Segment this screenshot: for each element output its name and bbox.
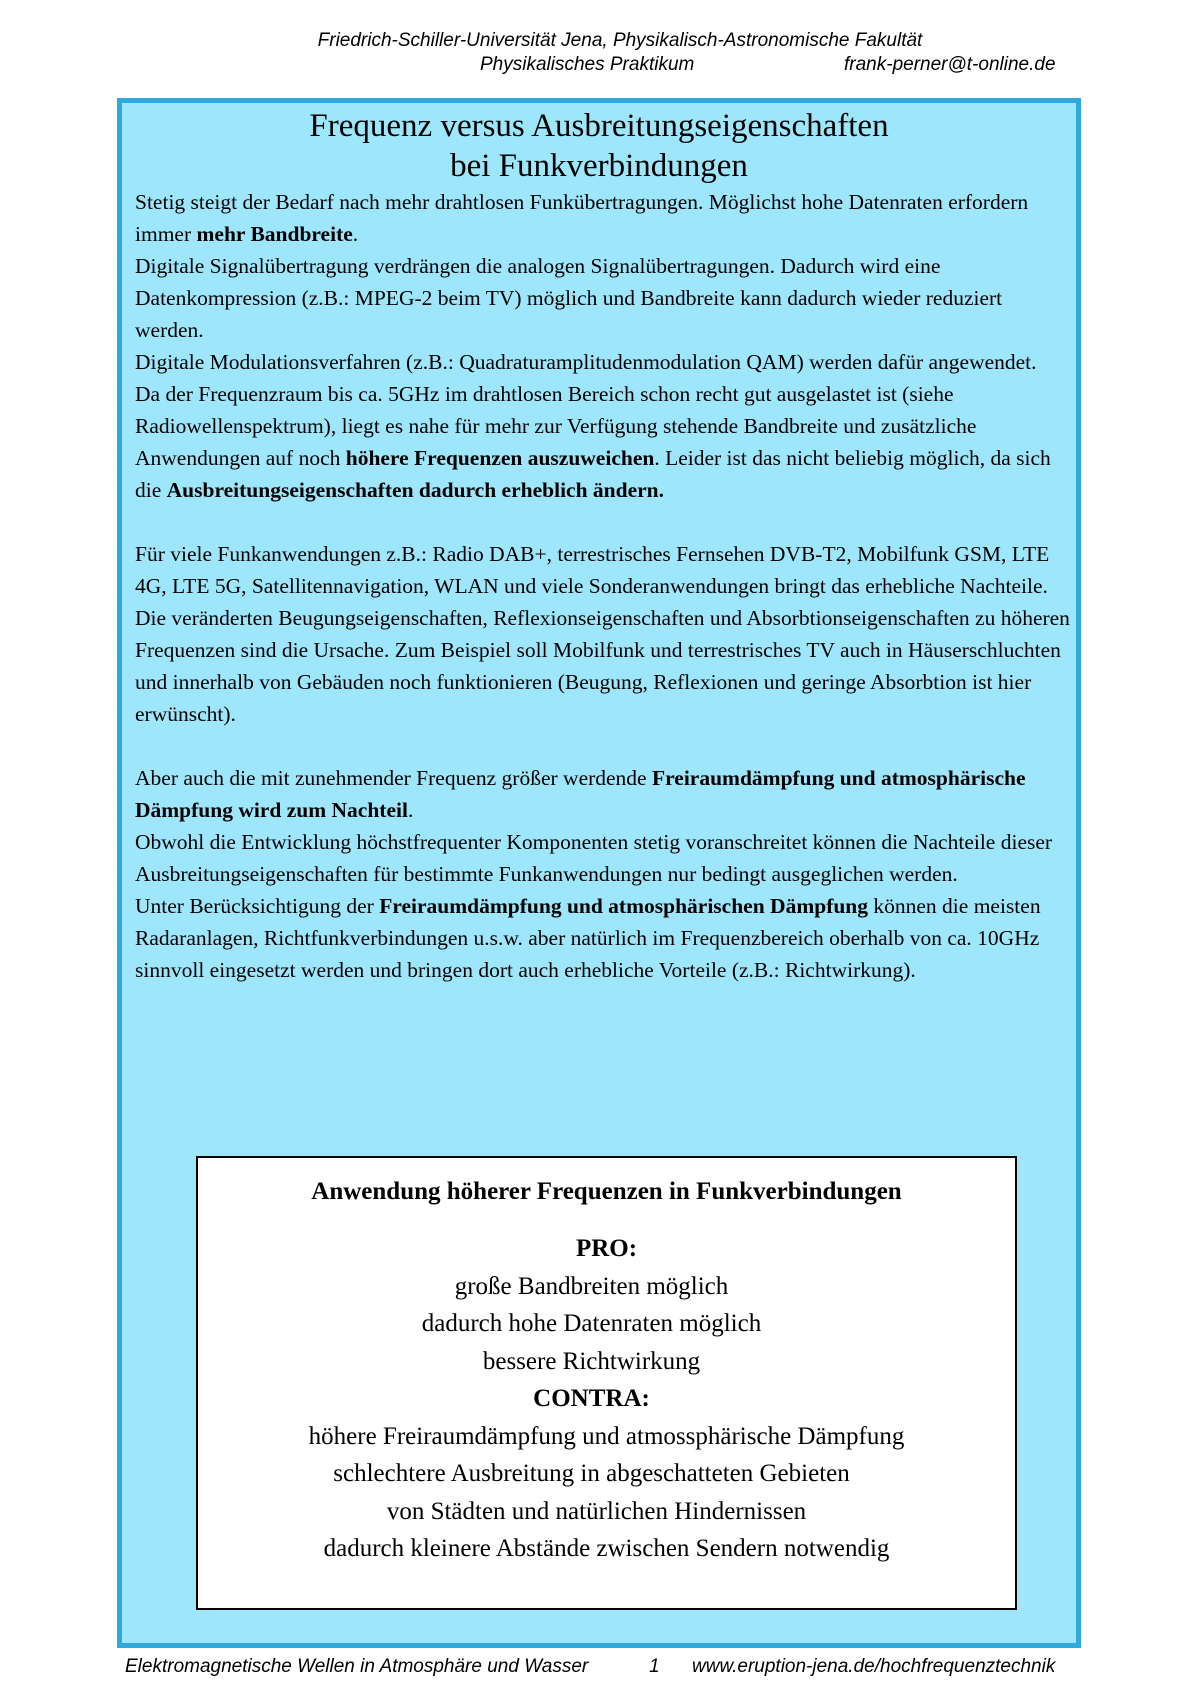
emphasis-propagation: Ausbreitungseigenschaften dadurch erheblich ändern. bbox=[166, 478, 665, 502]
header-department: Physikalisches Praktikum bbox=[480, 54, 695, 75]
paragraph-3: Digitale Modulationsverfahren (z.B.: Quadraturamplitudenmodulation QAM) werden dafür angewendet. bbox=[135, 350, 1037, 374]
paragraph-5: Für viele Funkanwendungen z.B.: Radio DAB+, terrestrisches Fernsehen DVB-T2, Mobilfunk GSM, LTE 4G, LTE 5G, Satellitennavigation, WLAN und viele Sonderanwendungen bringt das erhebliche Nachteile. bbox=[135, 542, 1050, 598]
contra-item: höhere Freiraumdämpfung und atmossphärische Dämpfung bbox=[308, 1422, 905, 1450]
contra-item: dadurch kleinere Abstände zwischen Sendern notwendig bbox=[323, 1535, 890, 1562]
summary-box-title: Anwendung höherer Frequenzen in Funkverbindungen bbox=[311, 1178, 902, 1205]
summary-box-lines bbox=[198, 1230, 1015, 1568]
page-title-line1: Frequenz versus Ausbreitungseigenschaften bbox=[309, 108, 889, 144]
pro-item: große Bandbreiten möglich bbox=[454, 1272, 729, 1300]
pro-heading: PRO: bbox=[575, 1235, 638, 1262]
page-title-line2: bei Funkverbindungen bbox=[450, 148, 748, 184]
emphasis-bandwidth: mehr Bandbreite bbox=[196, 222, 353, 246]
pro-item: bessere Richtwirkung bbox=[482, 1347, 701, 1375]
pro-item: dadurch hohe Datenraten möglich bbox=[421, 1310, 762, 1337]
paragraph-9: Unter Berücksichtigung der Freiraumdämpfung und atmosphärischen Dämpfung können die meisten Radaranlagen, Richtfunkverbindungen u.s.w. aber natürlich im Frequenzbereich oberhalb von ca. 10GHz sinnvoll eingesetzt werden und bringen dort auch erhebliche Vorteile (z.B.: Richtwirkung). bbox=[135, 894, 1041, 982]
emphasis-higher-frequencies: höhere Frequenzen auszuweichen bbox=[345, 446, 655, 470]
paragraph-6: Die veränderten Beugungseigenschaften, Reflexionseigenschaften und Absorbtionseigenschaften zu höheren Frequenzen sind die Ursache. Zum Beispiel soll Mobilfunk und terrestrisches TV auch in Häuserschluchten und innerhalb von Gebäuden noch funktionieren (Beugung, Reflexionen und geringe Absorbtion ist hier erwünscht). bbox=[135, 606, 1070, 726]
header-email: frank-perner@t-online.de bbox=[844, 54, 1056, 75]
footer-page-number: 1 bbox=[649, 1656, 660, 1677]
footer-document-title: Elektromagnetische Wellen in Atmosphäre und Wasser bbox=[125, 1656, 589, 1677]
paragraph-2: Digitale Signalübertragung verdrängen die analogen Signalübertragungen. Dadurch wird eine Datenkompression (z.B.: MPEG-2 beim TV) möglich und Bandbreite kann dadurch wieder reduziert werden. bbox=[135, 254, 1003, 342]
contra-heading: CONTRA: bbox=[533, 1385, 650, 1412]
paragraph-4: Da der Frequenzraum bis ca. 5GHz im drahtlosen Bereich schon recht gut ausgelastet ist (siehe Radiowellenspektrum), liegt es nahe für mehr zur Verfügung stehende Bandbreite und zusätzliche Anwendungen auf noch höhere Frequenzen auszuweichen. Leider ist das nicht beliebig möglich, da sich die Ausbreitungseigenschaften dadurch erheblich ändern. bbox=[135, 382, 1051, 502]
paragraph-8: Obwohl die Entwicklung höchstfrequenter Komponenten stetig voranschreitet können die Nachteile dieser Ausbreitungseigenschaften für bestimmte Funkanwendungen nur bedingt ausgeglichen werden. bbox=[135, 830, 1053, 886]
footer-url: www.eruption-jena.de/hochfrequenztechnik bbox=[692, 1656, 1056, 1677]
contra-item: schlechtere Ausbreitung in abgeschatteten Gebieten bbox=[333, 1460, 850, 1487]
paragraph-1: Stetig steigt der Bedarf nach mehr drahtlosen Funkübertragungen. Möglichst hohe Datenraten erfordern immer mehr Bandbreite. bbox=[135, 190, 1029, 246]
page-title bbox=[117, 106, 1081, 186]
contra-item: von Städten und natürlichen Hindernissen bbox=[386, 1497, 807, 1525]
paragraph-7: Aber auch die mit zunehmender Frequenz größer werdende Freiraumdämpfung und atmosphärische Dämpfung wird zum Nachteil. bbox=[135, 766, 1026, 822]
emphasis-attenuation-2: Freiraumdämpfung und atmosphärischen Dämpfung bbox=[379, 894, 869, 918]
body-text bbox=[135, 186, 1070, 986]
summary-box bbox=[196, 1156, 1017, 1610]
emphasis-attenuation: Freiraumdämpfung und atmosphärische Dämpfung wird zum Nachteil bbox=[135, 766, 1026, 822]
header-institution: Friedrich-Schiller-Universität Jena, Physikalisch-Astronomische Fakultät bbox=[317, 30, 923, 51]
